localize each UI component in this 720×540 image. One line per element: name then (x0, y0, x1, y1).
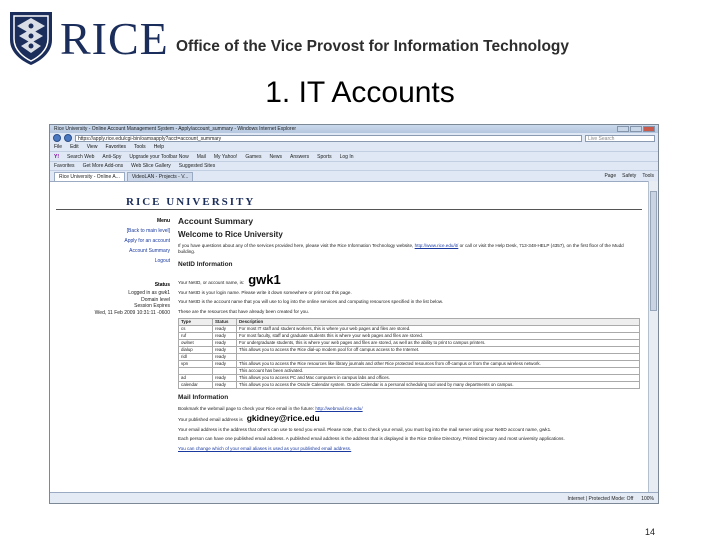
minimize-button[interactable] (617, 126, 629, 132)
table-row: This account has been activated. (179, 368, 640, 375)
table-row: owlnet ready For undergraduate students, this is where your web pages and files are stored, as well as the ability to print to campus printers. (179, 340, 640, 347)
netid-heading: NetID Information (178, 260, 233, 268)
window-titlebar (50, 125, 658, 133)
address-bar (50, 133, 658, 143)
menu-view[interactable]: View (86, 144, 98, 150)
nav-account-summary[interactable]: Account Summary (129, 248, 170, 254)
zoom-level[interactable]: 100% (641, 495, 654, 502)
status-bar (50, 492, 658, 504)
status-domain: Domain level (141, 296, 170, 303)
cmd-page[interactable]: Page (604, 173, 617, 179)
close-button[interactable] (643, 126, 655, 132)
table-row: vpn ready This allows you to access the Rice resources like library journals and other Rice protected resources from off-campus or from the campus wireless network. (179, 361, 640, 368)
favorites-button[interactable]: Favorites (54, 163, 75, 169)
cmd-safety[interactable]: Safety (622, 173, 637, 179)
favorites-bar (50, 161, 658, 170)
window-title: Rice University - Online Account Management System - Apply/account_summary - Windows Internet Explorer (54, 126, 297, 132)
page-header (56, 188, 642, 210)
table-row: ad ready This allows you to access PC and Mac computers in campus labs and offices. (179, 375, 640, 382)
nav-heading: Menu (156, 218, 170, 224)
menu-file[interactable]: File (54, 144, 63, 150)
menu-edit[interactable]: Edit (70, 144, 79, 150)
fav-web-slice-gallery[interactable]: Web Slice Gallery (131, 163, 171, 169)
toolbar-sports[interactable]: Sports (317, 153, 332, 160)
tab-bar (50, 170, 658, 181)
nav-back-main[interactable]: [Back to main level] (126, 228, 170, 234)
netid-value: gwk1 (248, 271, 281, 287)
tab-videolan[interactable]: VideoLAN - Projects - V... (127, 172, 193, 181)
vertical-scrollbar[interactable] (648, 181, 658, 492)
table-row: cs ready For most IT staff and student workers, this is where your web pages and files are stored. (179, 326, 640, 333)
slide-page-number: 14 (645, 527, 656, 537)
intro-paragraph: If you have questions about any of the services provided here, please visit the Rice Information Technology website, http://www.rice.edu/it/ or call or visit the Help Desk, 713-348-HELP (4357), on the first floor of the Mudd building. (178, 243, 624, 255)
maximize-button[interactable] (630, 126, 642, 132)
mail-note-2: Each person can have one published email address. A published email address is the address that is displayed in the Rice Online Directory, Printed Directory and most university applications. (178, 436, 565, 442)
col-type: Type (179, 319, 213, 326)
menu-favorites[interactable]: Favorites (105, 144, 126, 150)
browser-window (49, 124, 659, 504)
mail-bookmark: Bookmark the webmail page to check your Rice email in the future: http://webmail.rice.edu/ (178, 406, 363, 412)
office-title: Office of the Vice Provost for Information Technology (176, 38, 569, 55)
fav-suggested-sites[interactable]: Suggested Sites (178, 163, 216, 169)
fav-get-more-addons[interactable]: Get More Add-ons (82, 163, 124, 169)
table-row: dialup ready This allows you to access the Rice dial-up modem pool for off campus access to the Internet. (179, 347, 640, 354)
status-session: Session Expires (134, 303, 170, 309)
change-alias-link[interactable]: You can change which of your email aliases is used as your published email address. (178, 445, 352, 451)
status-logged-in: Logged in as gwk1 (128, 290, 170, 296)
netid-note-1: Your NetID is your login name. Please write it down somewhere or print out this page. (178, 289, 352, 295)
resources-intro: These are the resources that have already been created for you. (178, 308, 310, 314)
col-description: Description (237, 319, 640, 326)
services-table (178, 318, 640, 389)
col-status: Status (213, 319, 237, 326)
table-row: ruf ready For most faculty, staff and graduate students this is where your web pages and files are stored. (179, 333, 640, 340)
email-label: Your published email address is (178, 417, 243, 423)
left-nav (70, 216, 170, 316)
email-row (178, 415, 640, 423)
nav-logout[interactable]: Logout (154, 258, 170, 264)
mail-heading: Mail Information (178, 394, 229, 402)
toolbar-mail[interactable]: Mail (196, 153, 206, 160)
welcome-heading: Welcome to Rice University (178, 230, 283, 239)
email-value: gkidney@rice.edu (246, 413, 320, 424)
webmail-link[interactable]: http://webmail.rice.edu/ (315, 406, 363, 412)
status-expiry: Wed, 11 Feb 2009 10:31:11 -0600 (94, 309, 170, 316)
rice-wordmark: RICE (60, 13, 169, 64)
account-summary-heading: Account Summary (178, 216, 254, 226)
back-icon[interactable] (53, 134, 61, 142)
page-content (50, 181, 648, 492)
netid-row (178, 273, 640, 287)
yahoo-icon[interactable]: Y! (54, 153, 59, 160)
menu-tools[interactable]: Tools (134, 144, 146, 150)
toolbar-upgrade[interactable]: Upgrade your Toolbar Now (129, 153, 189, 160)
menu-bar (50, 143, 658, 151)
rice-university-logo: RICE UNIVERSITY (126, 196, 256, 208)
status-heading: Status (154, 282, 170, 288)
cmd-tools[interactable]: Tools (642, 173, 654, 179)
toolbar-answers[interactable]: Answers (289, 153, 310, 160)
toolbar-anti-spy[interactable]: Anti-Spy (102, 153, 122, 160)
forward-icon[interactable] (64, 134, 72, 142)
table-row: ridl ready (179, 354, 640, 361)
main-content (178, 216, 640, 455)
netid-note-2: Your NetID is the account name that you will use to log into the online services and computing resources specified in the list below. (178, 299, 444, 305)
rice-shield-icon (8, 10, 54, 66)
table-row: calendar ready This allows you to access the Oracle Calendar system. Oracle Calendar is a personal scheduling tool used by many departments on campus. (179, 382, 640, 389)
toolbar-games[interactable]: Games (245, 153, 262, 160)
mail-note-1: Your email address is the address that others can use to send you email. Please note, that to check your email, you must log into the mail server using your NetID account name, gwk1. (178, 426, 552, 432)
toolbar-search-web[interactable]: Search Web (67, 153, 95, 160)
nav-apply-account[interactable]: Apply for an account (124, 238, 170, 244)
toolbar-log-in[interactable]: Log In (339, 153, 354, 160)
search-input[interactable]: Live Search (585, 135, 655, 142)
yahoo-toolbar (50, 151, 658, 161)
tab-rice-account[interactable]: Rice University - Online A... (54, 172, 125, 181)
netid-label: Your NetID, or account name, is: (178, 279, 245, 285)
rice-logo (8, 10, 169, 68)
url-input[interactable]: https://apply.rice.edu/cgi-bin/oamsapply?acct=account_summary (75, 135, 582, 142)
it-website-link[interactable]: http://www.rice.edu/it/ (414, 243, 459, 248)
toolbar-news[interactable]: News (269, 153, 282, 160)
slide-title: 1. IT Accounts (265, 76, 455, 109)
menu-help[interactable]: Help (153, 144, 164, 150)
security-zone: Internet | Protected Mode: Off (567, 495, 634, 502)
toolbar-my-yahoo[interactable]: My Yahoo! (213, 153, 238, 160)
